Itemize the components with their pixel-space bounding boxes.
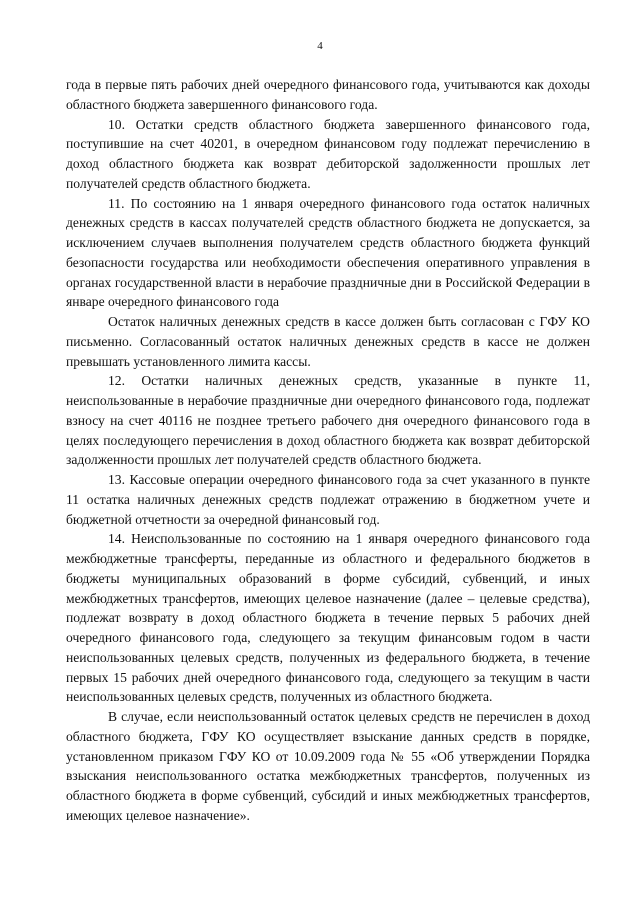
paragraph-item-10: 10. Остатки средств областного бюджета завершенного финансового года, поступившие на счет 40201, в очередном финансовом году подлежат перечислению в доход областного бюджета как возврат дебиторской задолженности прошлых лет получателей средств областного бюджета. bbox=[66, 116, 590, 191]
paragraph-cash-balance: Остаток наличных денежных средств в кассе должен быть согласован с ГФУ КО письменно. Согласованный остаток наличных денежных средств в кассе не должен превышать установленного лимита кассы. bbox=[66, 314, 590, 369]
paragraph-item-12: 12. Остатки наличных денежных средств, указанные в пункте 11, неиспользованные в нерабочие праздничные дни очередного финансового года, подлежат взносу на счет 40116 не позднее третьего рабочего дня очередного финансового года в целях последующего перечисления в доход областного бюджета как возврат дебиторской задолженности прошлых лет получателей средств областного бюджета. bbox=[66, 373, 590, 468]
paragraph-continuation: года в первые пять рабочих дней очередного финансового года, учитываются как доходы областного бюджета завершенного финансового года. bbox=[66, 77, 590, 112]
document-body bbox=[66, 75, 590, 826]
paragraph-recovery: В случае, если неиспользованный остаток целевых средств не перечислен в доход областного бюджета, ГФУ КО осуществляет взыскание данных средств в порядке, установленном приказом ГФУ КО от 10.09.2009 года № 55 «Об утверждении Порядка взыскания неиспользованного остатка межбюджетных трансфертов, полученных из областного бюджета в форме субвенций, субсидий и иных межбюджетных трансфертов, имеющих целевое назначение». bbox=[66, 709, 590, 823]
paragraph-item-11: 11. По состоянию на 1 января очередного финансового года остаток наличных денежных средств в кассах получателей средств областного бюджета не допускается, за исключением случаев выполнения получателем средств областного бюджета функций безопасности государства или необходимости обеспечения оперативного управления в органах государственной власти в нерабочие праздничные дни в Российской Федерации в январе очередного финансового года bbox=[66, 195, 590, 310]
paragraph-item-14: 14. Неиспользованные по состоянию на 1 января очередного финансового года межбюджетные трансферты, переданные из областного и федерального бюджетов в бюджеты муниципальных образований в форме субсидий, субвенций, и иных межбюджетных трансфертов, имеющих целевое назначение (далее – целевые средства), подлежат возврату в доход областного бюджета в течение первых 5 рабочих дней очередного финансового года, следующего за текущим финансовым годом в части неиспользованных целевых средств, полученных из федерального бюджета, в течение первых 15 рабочих дней очередного финансового года, следующего за текущим в части неиспользованных целевых средств, полученных из областного бюджета. bbox=[66, 531, 590, 705]
page-number: 4 bbox=[317, 40, 323, 52]
paragraph-item-13: 13. Кассовые операции очередного финансового года за счет указанного в пункте 11 остатка наличных денежных средств подлежат отражению в бюджетном учете и бюджетной отчетности за очередной финансовый год. bbox=[66, 472, 590, 527]
